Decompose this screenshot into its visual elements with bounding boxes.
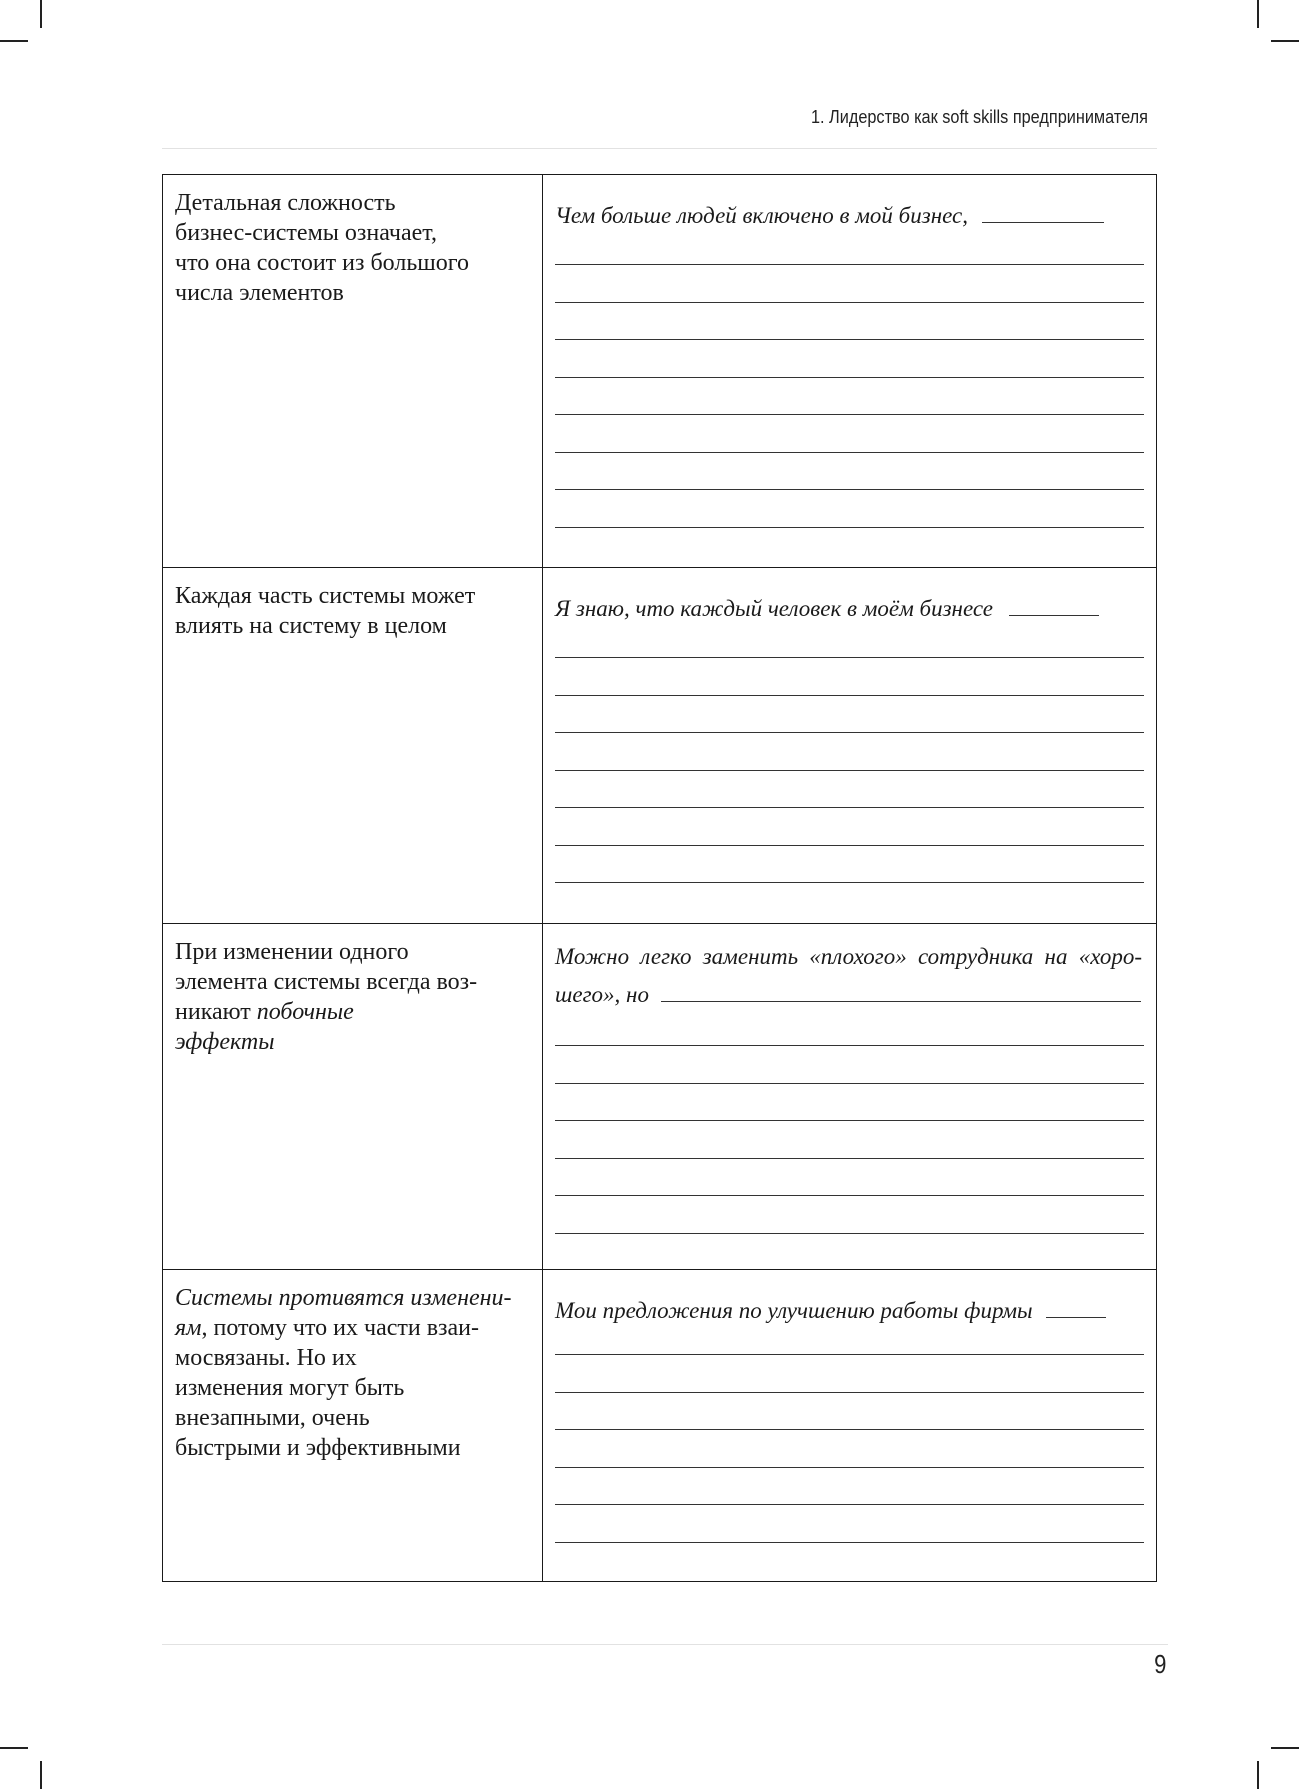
answer-prompt: Я знаю, что каждый человек в моём бизнесе xyxy=(543,568,1156,628)
answer-line[interactable] xyxy=(555,657,1144,658)
answer-line[interactable] xyxy=(555,1233,1144,1234)
answer-cell[interactable] xyxy=(543,175,1157,568)
header-rule xyxy=(162,148,1157,149)
page-number: 9 xyxy=(1153,1649,1166,1679)
answer-line[interactable] xyxy=(555,1083,1144,1084)
answer-line[interactable] xyxy=(555,770,1144,771)
answer-prompt: Мои предложения по улучшению работы фирмы xyxy=(543,1270,1156,1330)
crop-mark xyxy=(0,40,28,42)
answer-line[interactable] xyxy=(555,1045,1144,1046)
statement-text: Системы противятся изменени- ям, потому что их части взаи- мосвязаны. Но их изменения могут быть внезапными, очень быстрыми и эффективными xyxy=(175,1285,512,1461)
answer-line[interactable] xyxy=(555,1504,1144,1505)
answer-blank[interactable] xyxy=(982,221,1104,223)
answer-prompt: Можно легко заменить «плохого» сотрудника на «хоро-шего», но xyxy=(555,944,1142,1007)
answer-line[interactable] xyxy=(555,882,1144,883)
answer-line[interactable] xyxy=(555,489,1144,490)
answer-cell[interactable] xyxy=(543,568,1157,924)
answer-line[interactable] xyxy=(555,339,1144,340)
answer-blank[interactable] xyxy=(661,1000,1141,1002)
answer-line[interactable] xyxy=(555,1354,1144,1355)
answer-cell[interactable] xyxy=(543,924,1157,1270)
crop-mark xyxy=(0,1747,28,1749)
answer-line[interactable] xyxy=(555,1542,1144,1543)
statement-cell xyxy=(163,175,543,568)
crop-mark xyxy=(1257,0,1259,28)
answer-line[interactable] xyxy=(555,527,1144,528)
answer-line[interactable] xyxy=(555,1467,1144,1468)
answer-line[interactable] xyxy=(555,1120,1144,1121)
answer-blank[interactable] xyxy=(1046,1316,1106,1318)
worksheet-row xyxy=(163,1270,1157,1582)
answer-line[interactable] xyxy=(555,807,1144,808)
worksheet-row xyxy=(163,924,1157,1270)
answer-line[interactable] xyxy=(555,732,1144,733)
answer-lines[interactable] xyxy=(555,1045,1144,1270)
answer-line[interactable] xyxy=(555,302,1144,303)
statement-cell xyxy=(163,1270,543,1582)
answer-line[interactable] xyxy=(555,264,1144,265)
crop-mark xyxy=(40,1761,42,1789)
crop-mark xyxy=(1271,40,1299,42)
crop-mark xyxy=(1271,1747,1299,1749)
statement-text: Каждая часть системы может влиять на систему в целом xyxy=(175,583,476,639)
answer-line[interactable] xyxy=(555,452,1144,453)
statement-cell xyxy=(163,568,543,924)
statement-text: Детальная сложность бизнес-системы означает, что она состоит из большого числа элементов xyxy=(175,190,470,306)
answer-line[interactable] xyxy=(555,1429,1144,1430)
crop-mark xyxy=(1257,1761,1259,1789)
answer-line[interactable] xyxy=(555,377,1144,378)
statement-text: При изменении одного элемента системы всегда воз- никают побочные эффекты xyxy=(175,939,478,1055)
worksheet-row xyxy=(163,568,1157,924)
worksheet-table xyxy=(162,174,1157,1582)
answer-line[interactable] xyxy=(555,1392,1144,1393)
statement-cell xyxy=(163,924,543,1270)
answer-cell[interactable] xyxy=(543,1270,1157,1582)
answer-lines[interactable] xyxy=(555,264,1144,564)
crop-mark xyxy=(40,0,42,28)
answer-line[interactable] xyxy=(555,1195,1144,1196)
answer-line[interactable] xyxy=(555,845,1144,846)
answer-line[interactable] xyxy=(555,414,1144,415)
answer-line[interactable] xyxy=(555,1158,1144,1159)
answer-prompt: Чем больше людей включено в мой бизнес, xyxy=(543,175,1156,235)
worksheet-row xyxy=(163,175,1157,568)
answer-lines[interactable] xyxy=(555,1354,1144,1579)
running-header: 1. Лидерство как soft skills предпринимателя xyxy=(811,106,1148,127)
answer-blank[interactable] xyxy=(1009,614,1099,616)
answer-line[interactable] xyxy=(555,695,1144,696)
answer-lines[interactable] xyxy=(555,657,1144,920)
footer-rule xyxy=(162,1644,1168,1645)
